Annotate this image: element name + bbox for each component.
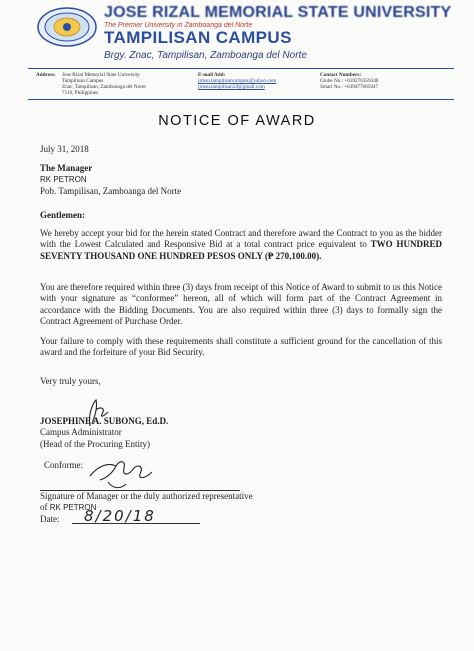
university-seal-logo: [36, 6, 98, 48]
campus-name: TAMPILISAN CAMPUS: [104, 28, 292, 47]
address-lines: [62, 72, 187, 96]
contact-numbers: [320, 72, 450, 90]
university-name: JOSE RIZAL MEMORIAL STATE UNIVERSITY: [104, 4, 452, 21]
rep-company-prefix: of: [40, 502, 50, 513]
contact-bar: [28, 68, 454, 100]
address-line: Znac, Tampilisan, Zamboanga del Norte: [62, 84, 146, 90]
address-label: Address:: [36, 72, 56, 78]
paragraph-requirements: You are therefore required within three (3) days from receipt of this Notice of Award to submit to us this Notice with your signature as “conformee” hereon, all of which will form part of the Contract Agreement in accordance with the Bidding Documents. You are also required within three (3) days to formally sign the Contract Agreement of Purchase Order.: [40, 282, 442, 327]
address-line: 7116, Philippines: [62, 90, 99, 96]
recipient-company: RK PETRON: [40, 175, 87, 185]
recipient-title: The Manager: [40, 163, 93, 173]
paragraph-award: [40, 228, 442, 262]
paragraph-text: We hereby accept your bid for the herein stated Contract and therefore award the Contract to you as the bidder with the Lowest Calculated and Responsive Bid at a total contract price equivalent to: [40, 228, 442, 250]
conforme-label: Conforme:: [44, 460, 83, 470]
contact-label: Contact Numbers:: [320, 72, 362, 78]
paragraph-failure: Your failure to comply with these requirements shall constitute a sufficient ground for the cancellation of this award and the forfeiture of your Bid Security.: [40, 336, 442, 358]
contract-amount: TWO HUNDRED SEVENTY THOUSAND ONE HUNDRED PESOS ONLY (₱ 270,100.00).: [40, 239, 442, 261]
address-line: Jose Rizal Memorial State University: [62, 72, 140, 78]
contact-email: [198, 72, 308, 90]
rep-company: RK PETRON: [49, 503, 97, 513]
handwritten-date: 8/20/18: [84, 507, 156, 525]
salutation: Gentlemen:: [40, 210, 85, 220]
phone-number: Globe No.: +639276359340: [320, 78, 379, 84]
signatory-name: JOSEPHINE A. SUBONG, Ed.D.: [40, 416, 169, 426]
phone-number: Smart No.: +639477605947: [320, 84, 379, 90]
recipient-address: Pob. Tampilisan, Zamboanga del Norte: [40, 185, 182, 196]
email-link[interactable]: jrmsu.tampilisan58@gmail.com: [198, 84, 265, 90]
date-label: Date:: [40, 513, 60, 524]
date-line: [72, 523, 200, 524]
signatory-block: [40, 416, 168, 450]
representative-line: Signature of Manager or the duly authorized representative: [40, 491, 253, 501]
addressee-block: [40, 163, 181, 197]
signatory-position: Campus Administrator: [40, 427, 122, 438]
email-link[interactable]: jrmsu.tampilisancampus@yahoo.com: [198, 78, 277, 84]
campus-address: Brgy. Znac, Tampilisan, Zamboanga del Norte: [104, 50, 307, 61]
email-label: E-mail Add:: [198, 72, 226, 78]
address-line: Tampilisan Campus: [62, 78, 104, 84]
closing: Very truly yours,: [40, 376, 101, 386]
document-title: NOTICE OF AWARD: [158, 113, 316, 129]
letter-date: July 31, 2018: [40, 144, 89, 154]
signatory-role: (Head of the Procuring Entity): [40, 438, 150, 449]
university-tagline: The Premier University in Zamboanga del Norte: [104, 22, 253, 29]
handwritten-signature-conformee: [86, 456, 156, 492]
